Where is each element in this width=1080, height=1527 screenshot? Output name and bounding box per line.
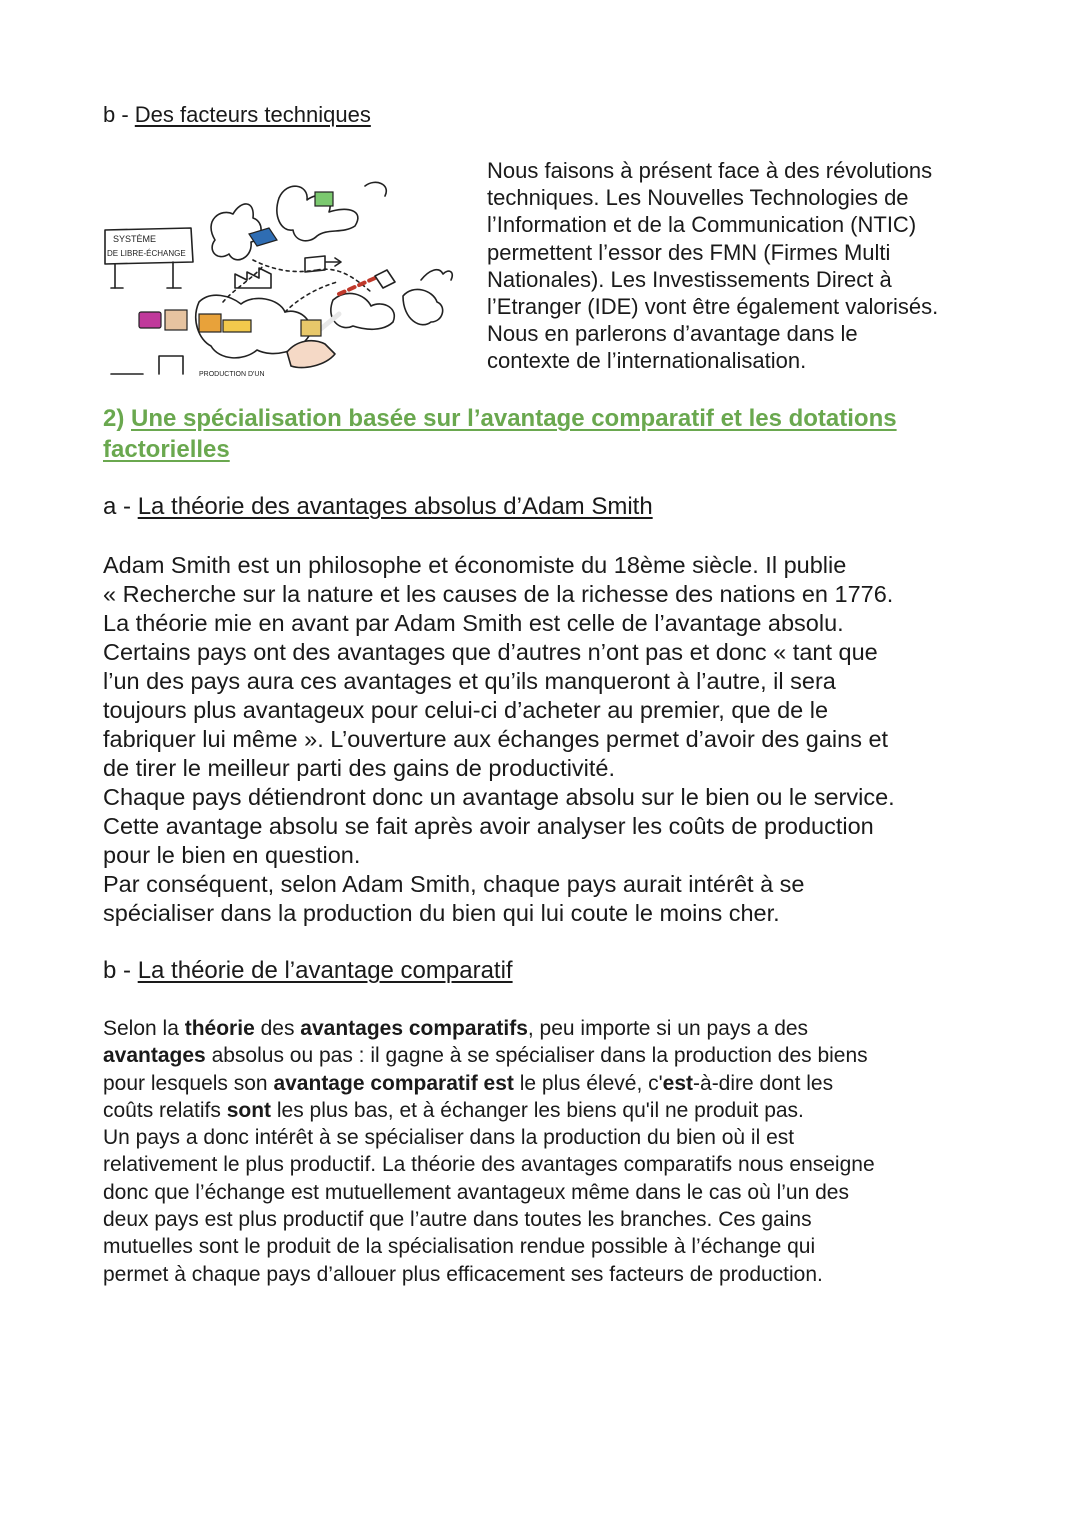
text-line: mutuelles sont le produit de la spécialisation rendue possible à l’échange qui xyxy=(103,1235,816,1259)
subheading-avantages-absolus xyxy=(103,493,653,521)
text-line: l’un des pays aura ces avantages et qu’ils manqueront à l’autre, il sera xyxy=(103,668,836,694)
text-line: Selon la théorie des avantages comparatifs, peu importe si un pays a des xyxy=(103,1017,809,1040)
text-line: relativement le plus productif. La théorie des avantages comparatifs nous enseigne xyxy=(103,1153,875,1177)
text-line: l’Etranger (IDE) vont être également valorisés. xyxy=(487,294,939,320)
subheading-avantage-comparatif xyxy=(103,957,513,985)
text-line: Nationales). Les Investissements Direct à xyxy=(487,266,892,292)
illustration-caption: PRODUCTION D'UN xyxy=(199,371,265,378)
text-line: pour le bien en question. xyxy=(103,842,361,868)
text-line: Un pays a donc intérêt à se spécialiser dans la production du bien où il est xyxy=(103,1126,795,1150)
text-line: spécialiser dans la production du bien qui lui coute le moins cher. xyxy=(103,900,780,926)
sign-line-2: DE LIBRE-ÉCHANGE xyxy=(107,249,186,258)
text-line: Cette avantage absolu se fait après avoir analyser les coûts de production xyxy=(103,813,874,839)
subheading-prefix: a - xyxy=(103,493,138,520)
free-trade-illustration xyxy=(103,170,465,382)
text-line: Adam Smith est un philosophe et économiste du 18ème siècle. Il publie xyxy=(103,552,847,578)
text-line: deux pays est plus productif que l’autre dans toutes les branches. Ces gains xyxy=(103,1208,812,1232)
text-line: Certains pays ont des avantages que d’autres n’ont pas et donc « tant que xyxy=(103,639,878,665)
sign-line-1: SYSTÈME xyxy=(113,234,157,244)
text-line: fabriquer lui même ». L’ouverture aux échanges permet d’avoir des gains et xyxy=(103,726,889,752)
text-line: Nous en parlerons d’avantage dans le xyxy=(487,321,858,347)
text-line: pour lesquels son avantage comparatif est le plus élevé, c'est-à-dire dont les xyxy=(103,1071,834,1095)
heading-line-2: factorielles xyxy=(103,436,230,463)
text-line: Nous faisons à présent face à des révolutions xyxy=(487,158,933,183)
text-line: permet à chaque pays d’allouer plus efficacement ses facteurs de production. xyxy=(103,1262,823,1286)
text-line: « Recherche sur la nature et les causes de la richesse des nations en 1776. xyxy=(103,581,894,607)
text-line: l’Information et de la Communication (NTIC) xyxy=(487,212,917,238)
text-line: coûts relatifs sont les plus bas, et à échanger les biens qu'il ne produit pas. xyxy=(103,1098,804,1122)
section-heading-2 xyxy=(103,403,897,465)
text-line: Chaque pays détiendront donc un avantage absolu sur le bien ou le service. xyxy=(103,784,895,810)
text-line: techniques. Les Nouvelles Technologies de xyxy=(487,185,909,211)
paragraph-technical-factors xyxy=(487,157,938,375)
subheading-title: La théorie de l’avantage comparatif xyxy=(137,957,513,984)
text-line: toujours plus avantageux pour celui-ci d’acheter au premier, que de le xyxy=(103,697,829,723)
free-trade-sketch xyxy=(103,170,465,382)
subheading-title: La théorie des avantages absolus d’Adam Smith xyxy=(137,493,653,520)
text-line: avantages absolus ou pas : il gagne à se spécialiser dans la production des biens xyxy=(103,1044,868,1068)
subheading-prefix: b - xyxy=(103,102,135,127)
text-line: Par conséquent, selon Adam Smith, chaque pays aurait intérêt à se xyxy=(103,871,805,897)
text-line: La théorie mie en avant par Adam Smith est celle de l’avantage absolu. xyxy=(103,610,844,636)
text-line: de tirer le meilleur parti des gains de productivité. xyxy=(103,755,616,781)
paragraph-adam-smith xyxy=(103,551,895,928)
text-line: contexte de l’internationalisation. xyxy=(487,348,807,374)
text-line: donc que l’échange est mutuellement avantageux même dans le cas où l’un des xyxy=(103,1180,849,1204)
heading-line-1: Une spécialisation basée sur l’avantage comparatif et les dotations xyxy=(131,405,897,432)
paragraph-comparative-advantage xyxy=(103,1015,875,1288)
subheading-title: Des facteurs techniques xyxy=(134,102,371,127)
text-line: permettent l’essor des FMN (Firmes Multi xyxy=(487,239,891,265)
subheading-prefix: b - xyxy=(103,957,138,984)
heading-number: 2) xyxy=(103,405,132,432)
subheading-facteurs-techniques xyxy=(103,102,371,128)
